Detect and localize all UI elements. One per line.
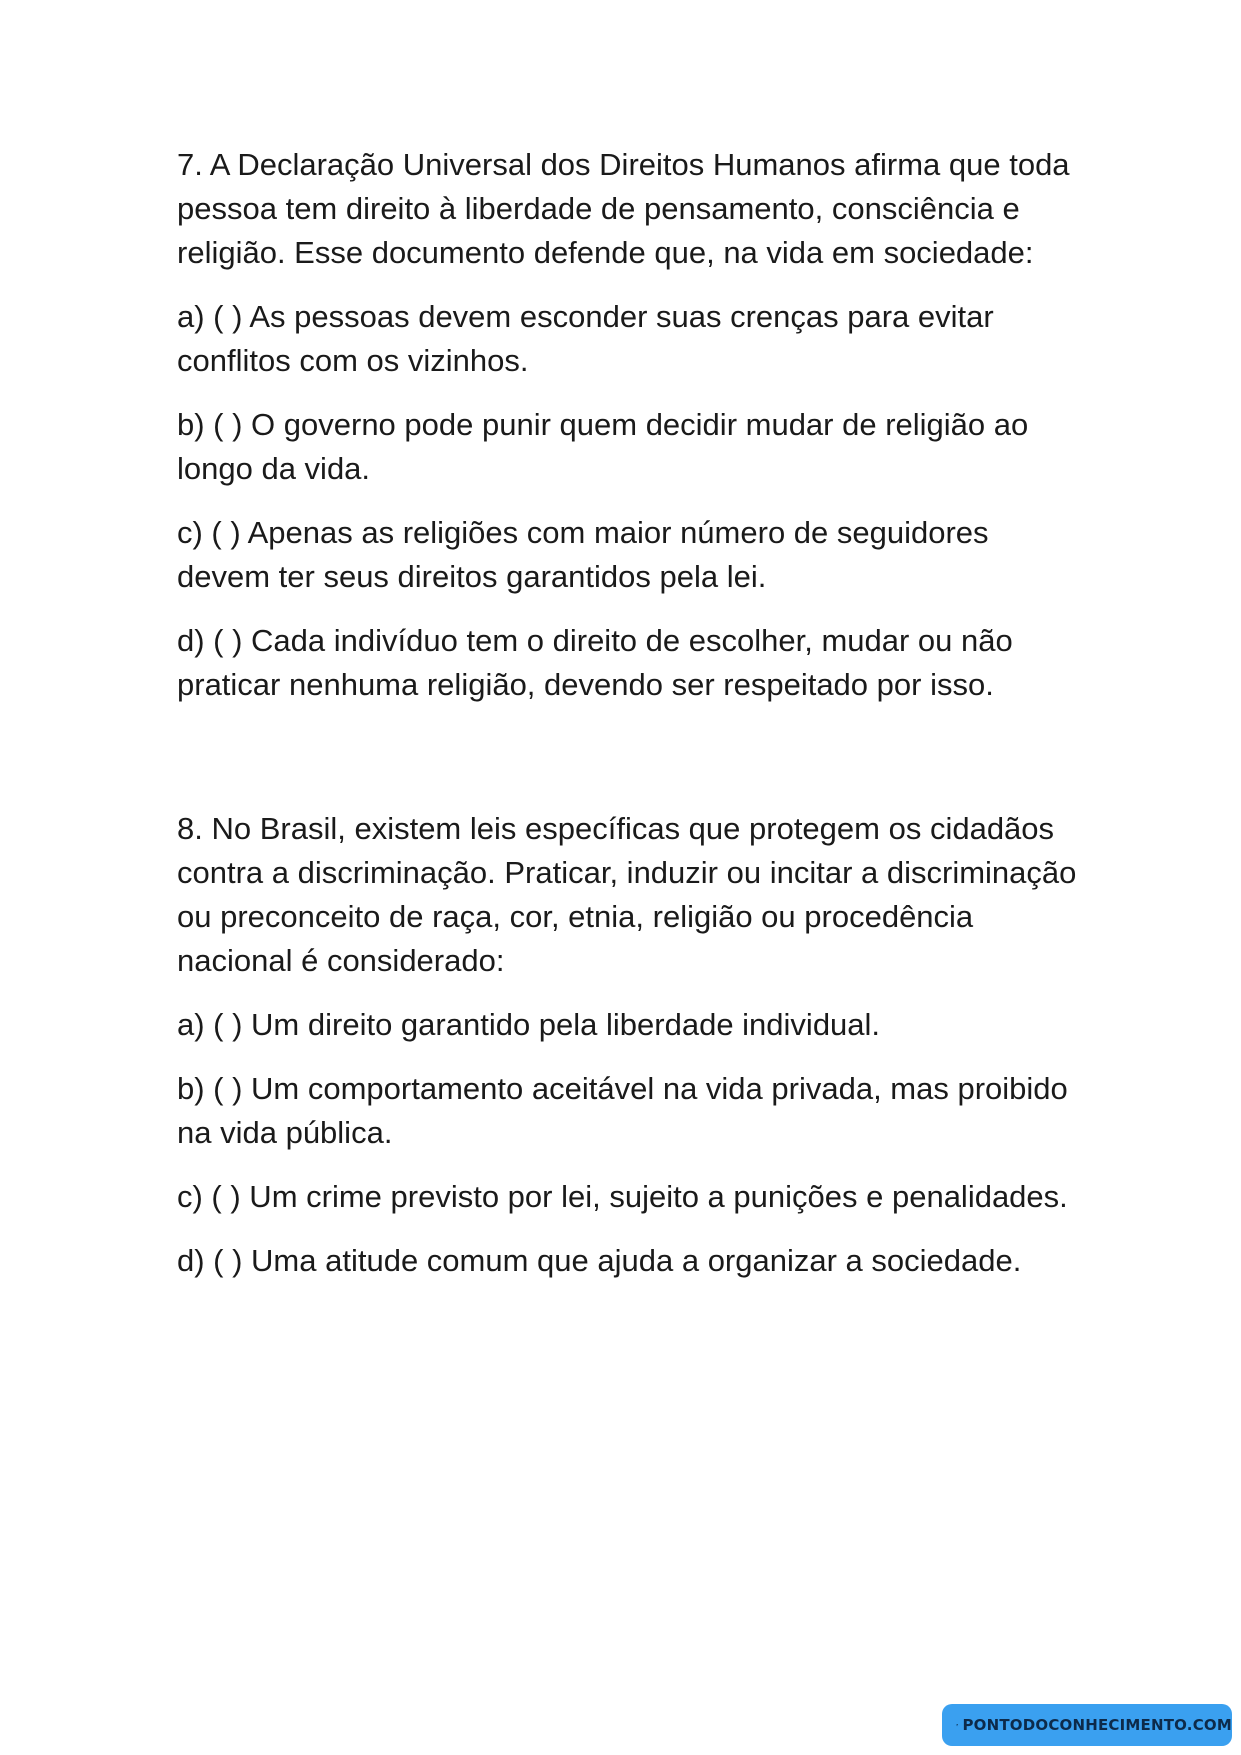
option-d: d) ( ) Cada indivíduo tem o direito de escolher, mudar ou não praticar nenhuma religião, devendo ser respeitado por isso.: [177, 623, 1013, 702]
question-7: [177, 143, 1077, 707]
option-c: c) ( ) Apenas as religiões com maior número de seguidores devem ter seus direitos garantidos pela lei.: [177, 515, 989, 594]
site-logo-badge[interactable]: [942, 1704, 1232, 1746]
option-b: b) ( ) Um comportamento aceitável na vida privada, mas proibido na vida pública.: [177, 1071, 1068, 1150]
question-stem: 8. No Brasil, existem leis específicas que protegem os cidadãos contra a discriminação. Praticar, induzir ou incitar a discriminação ou preconceito de raça, cor, etnia, religião ou procedência nacional é considerado:: [177, 811, 1077, 978]
site-name: PONTODOCONHECIMENTO.COM: [962, 1716, 1232, 1734]
option-b: b) ( ) O governo pode punir quem decidir mudar de religião ao longo da vida.: [177, 407, 1029, 486]
worksheet-page: [177, 143, 1077, 1303]
graduation-book-icon: [956, 1710, 958, 1740]
option-d: d) ( ) Uma atitude comum que ajuda a organizar a sociedade.: [177, 1243, 1022, 1278]
question-8: [177, 807, 1077, 1283]
question-stem: 7. A Declaração Universal dos Direitos Humanos afirma que toda pessoa tem direito à liberdade de pensamento, consciência e religião. Esse documento defende que, na vida em sociedade:: [177, 147, 1070, 270]
option-a: a) ( ) As pessoas devem esconder suas crenças para evitar conflitos com os vizinhos.: [177, 299, 994, 378]
option-c: c) ( ) Um crime previsto por lei, sujeito a punições e penalidades.: [177, 1179, 1068, 1214]
option-a: a) ( ) Um direito garantido pela liberdade individual.: [177, 1007, 881, 1042]
